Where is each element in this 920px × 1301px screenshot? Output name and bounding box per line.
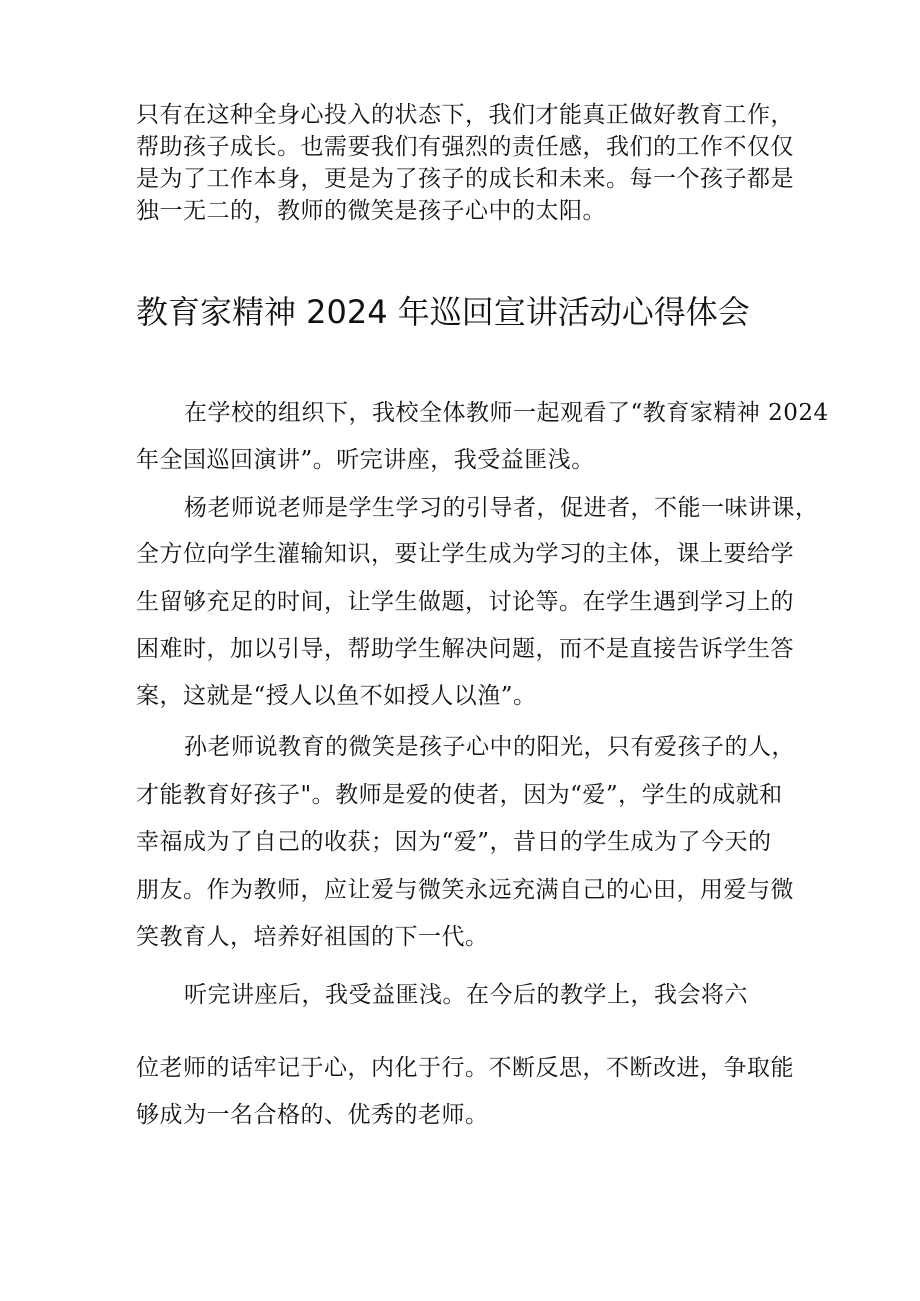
intro-line-2: 帮助孩子成长。也需要我们有强烈的责任感，我们的工作不仅仅 bbox=[136, 134, 794, 160]
intro-line-1: 只有在这种全身心投入的状态下，我们才能真正做好教育工作， bbox=[136, 102, 794, 128]
paragraph-2-line-4: 困难时，加以引导，帮助学生解决问题，而不是直接告诉学生答 bbox=[136, 636, 794, 662]
paragraph-2-line-5: 案，这就是“授人以鱼不如授人以渔”。 bbox=[136, 683, 537, 709]
intro-line-4: 独一无二的，教师的微笑是孩子心中的太阳。 bbox=[136, 198, 606, 224]
paragraph-2-line-1: 杨老师说老师是学生学习的引导者，促进者，不能一味讲课， bbox=[184, 495, 819, 521]
paragraph-4-line-1: 听完讲座后，我受益匪浅。在今后的教学上，我会将六 bbox=[184, 982, 748, 1008]
paragraph-1-line-2: 年全国巡回演讲”。听完讲座，我受益匪浅。 bbox=[136, 447, 595, 473]
paragraph-1-line-1: 在学校的组织下，我校全体教师一起观看了“教育家精神 2024 bbox=[184, 400, 829, 426]
paragraph-2-line-2: 全方位向学生灌输知识，要让学生成为学习的主体，课上要给学 bbox=[136, 541, 794, 567]
paragraph-3-line-1: 孙老师说教育的微笑是孩子心中的阳光，只有爱孩子的人， bbox=[184, 734, 795, 760]
paragraph-3-line-3: 幸福成为了自己的收获；因为“爱”，昔日的学生成为了今天的 bbox=[136, 829, 772, 855]
paragraph-3-line-4: 朋友。作为教师，应让爱与微笑永远充满自己的心田，用爱与微 bbox=[136, 877, 794, 903]
paragraph-2-line-3: 生留够充足的时间，让学生做题，讨论等。在学生遇到学习上的 bbox=[136, 589, 794, 615]
intro-line-3: 是为了工作本身，更是为了孩子的成长和未来。每一个孩子都是 bbox=[136, 166, 794, 192]
paragraph-5-line-2: 够成为一名合格的、优秀的老师。 bbox=[136, 1102, 489, 1128]
paragraph-3-line-2: 才能教育好孩子"。教师是爱的使者，因为“爱”，学生的成就和 bbox=[136, 782, 783, 808]
paragraph-5-line-1: 位老师的话牢记于心，内化于行。不断反思，不断改进，争取能 bbox=[136, 1055, 794, 1081]
paragraph-3-line-5: 笑教育人，培养好祖国的下一代。 bbox=[136, 924, 489, 950]
article-title: 教育家精神 2024 年巡回宣讲活动心得体会 bbox=[136, 293, 750, 331]
